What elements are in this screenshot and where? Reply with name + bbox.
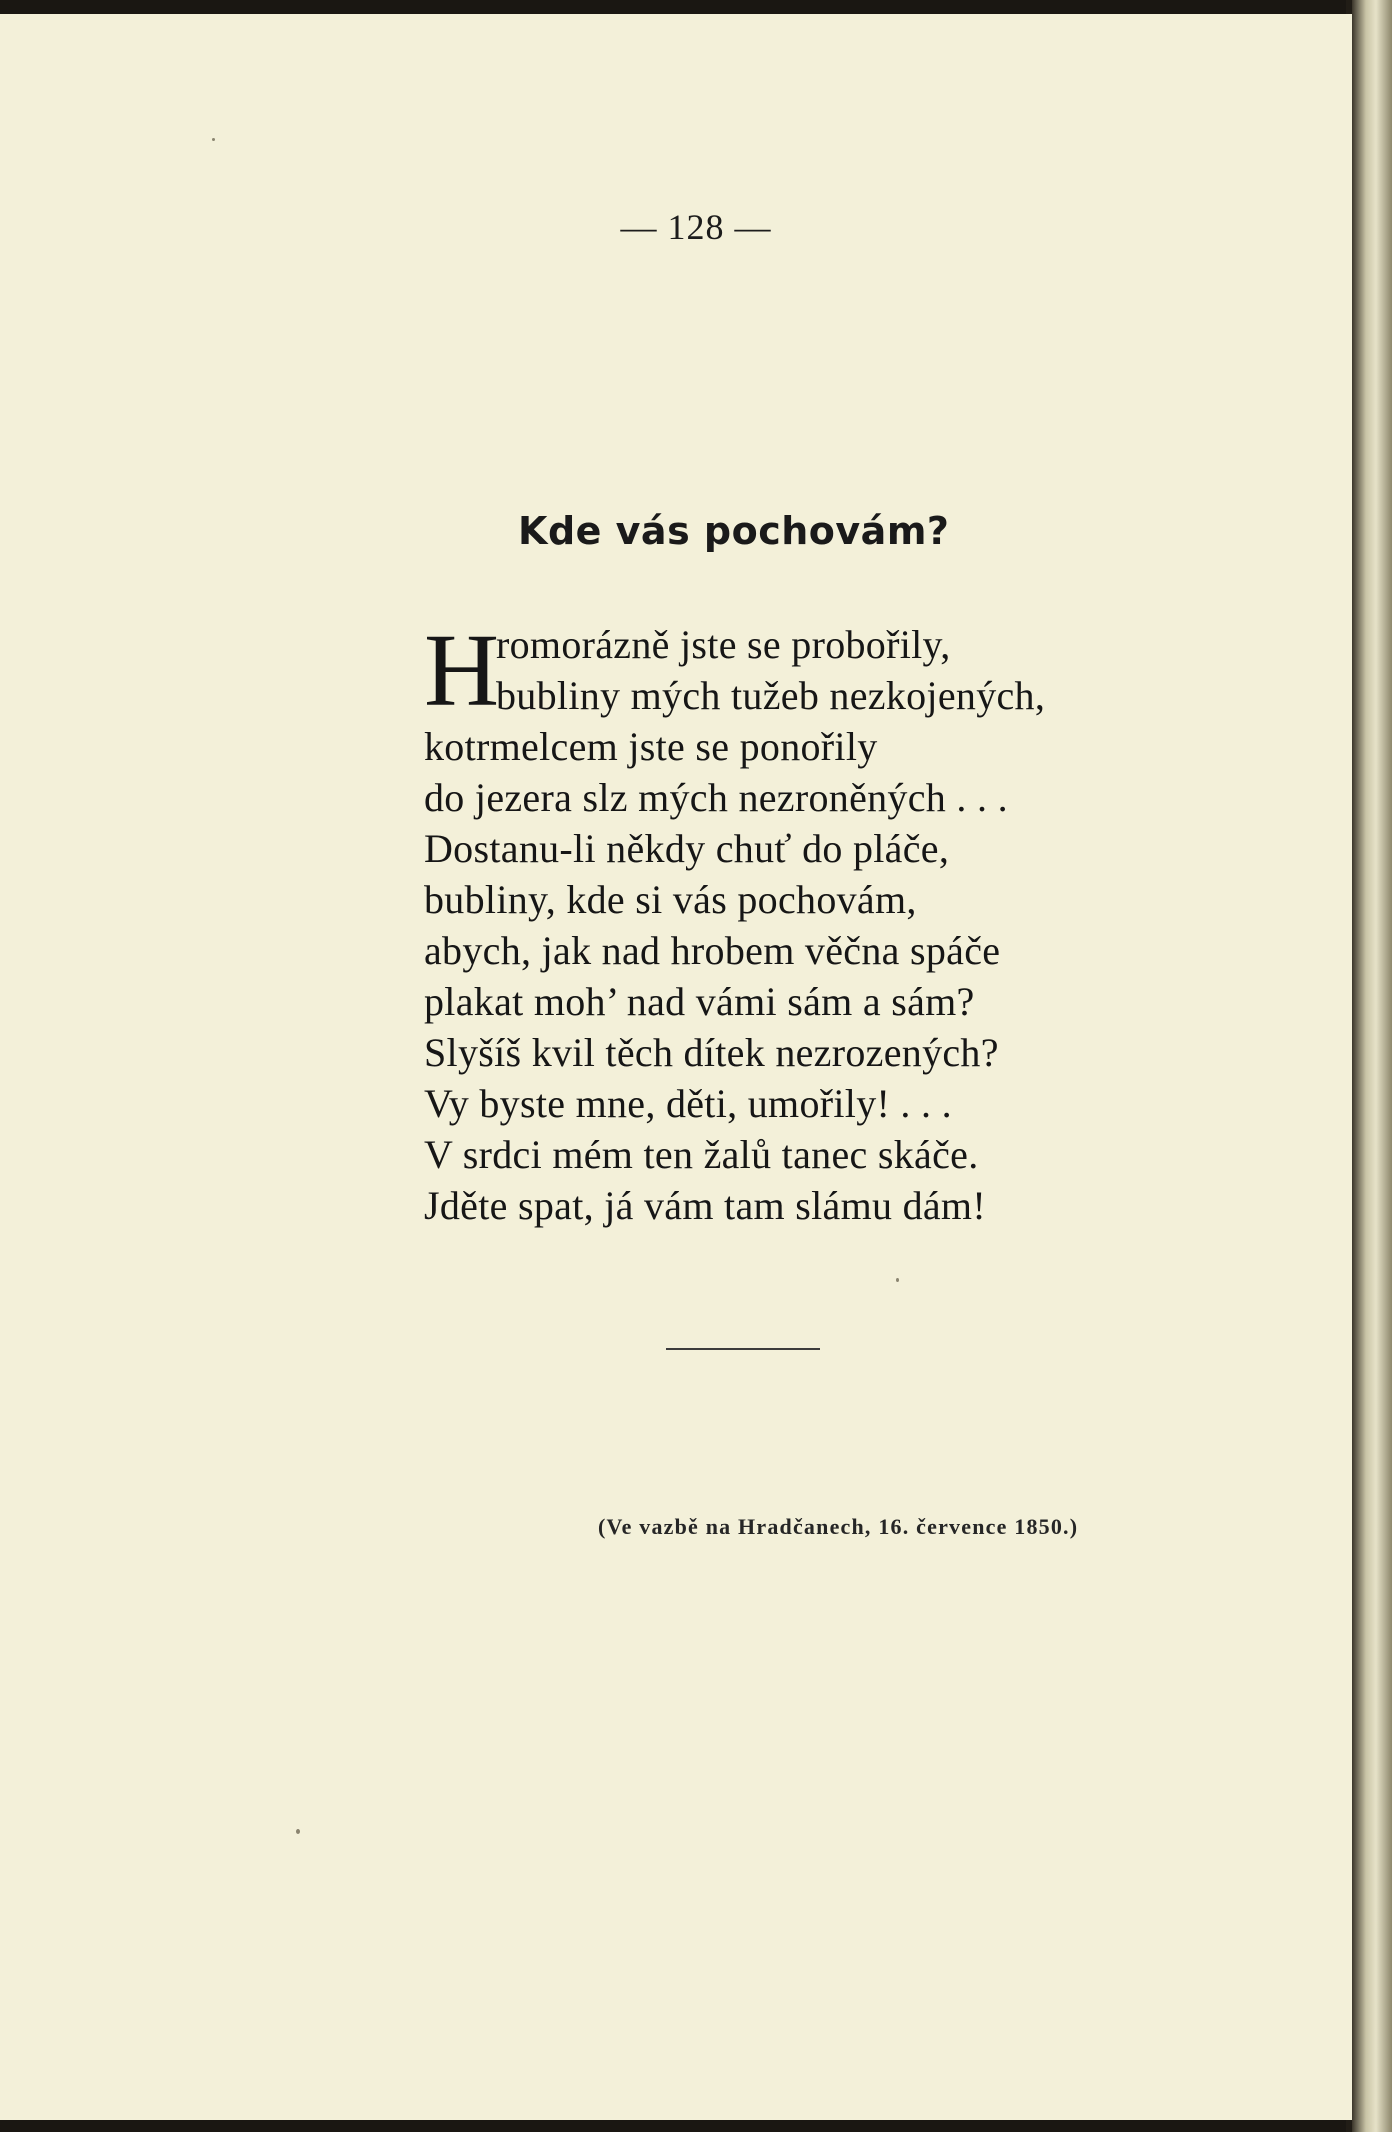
- poem-title: Kde vás pochovám?: [518, 509, 950, 553]
- paper-speck: [296, 1829, 300, 1834]
- page-number: — 128 —: [620, 207, 772, 247]
- poem-line: Dostanu-li někdy chuť do pláče,: [424, 826, 950, 871]
- poem-line: bubliny mých tužeb nezkojených,: [496, 673, 1046, 718]
- poem-line: Vy byste mne, děti, umořily! . . .: [424, 1081, 952, 1126]
- poem-line: abych, jak nad hrobem věčna spáče: [424, 928, 1001, 973]
- poem-line: romorázně jste se probořily,: [496, 622, 951, 667]
- section-divider: [666, 1348, 820, 1350]
- poem-line: do jezera slz mých nezroněných . . .: [424, 775, 1008, 820]
- drop-cap: H: [424, 613, 500, 728]
- poem-line: V srdci mém ten žalů tanec skáče.: [424, 1132, 979, 1177]
- poem-line: Jděte spat, já vám tam slámu dám!: [424, 1183, 986, 1228]
- poem-body: [424, 613, 1184, 1231]
- paper-speck: [896, 1278, 899, 1282]
- poem-line: bubliny, kde si vás pochovám,: [424, 877, 917, 922]
- poem-line: kotrmelcem jste se ponořily: [424, 724, 878, 769]
- adjacent-page-edge: [1352, 0, 1392, 2132]
- poem-opening: [424, 613, 1184, 728]
- poem-line: plakat moh’ nad vámi sám a sám?: [424, 979, 975, 1024]
- book-page: [0, 14, 1352, 2120]
- poem-footnote: (Ve vazbě na Hradčanech, 16. července 1850.): [598, 1514, 1079, 1539]
- poem-line: Slyšíš kvil těch dítek nezrozených?: [424, 1030, 999, 1075]
- paper-speck: [212, 138, 215, 141]
